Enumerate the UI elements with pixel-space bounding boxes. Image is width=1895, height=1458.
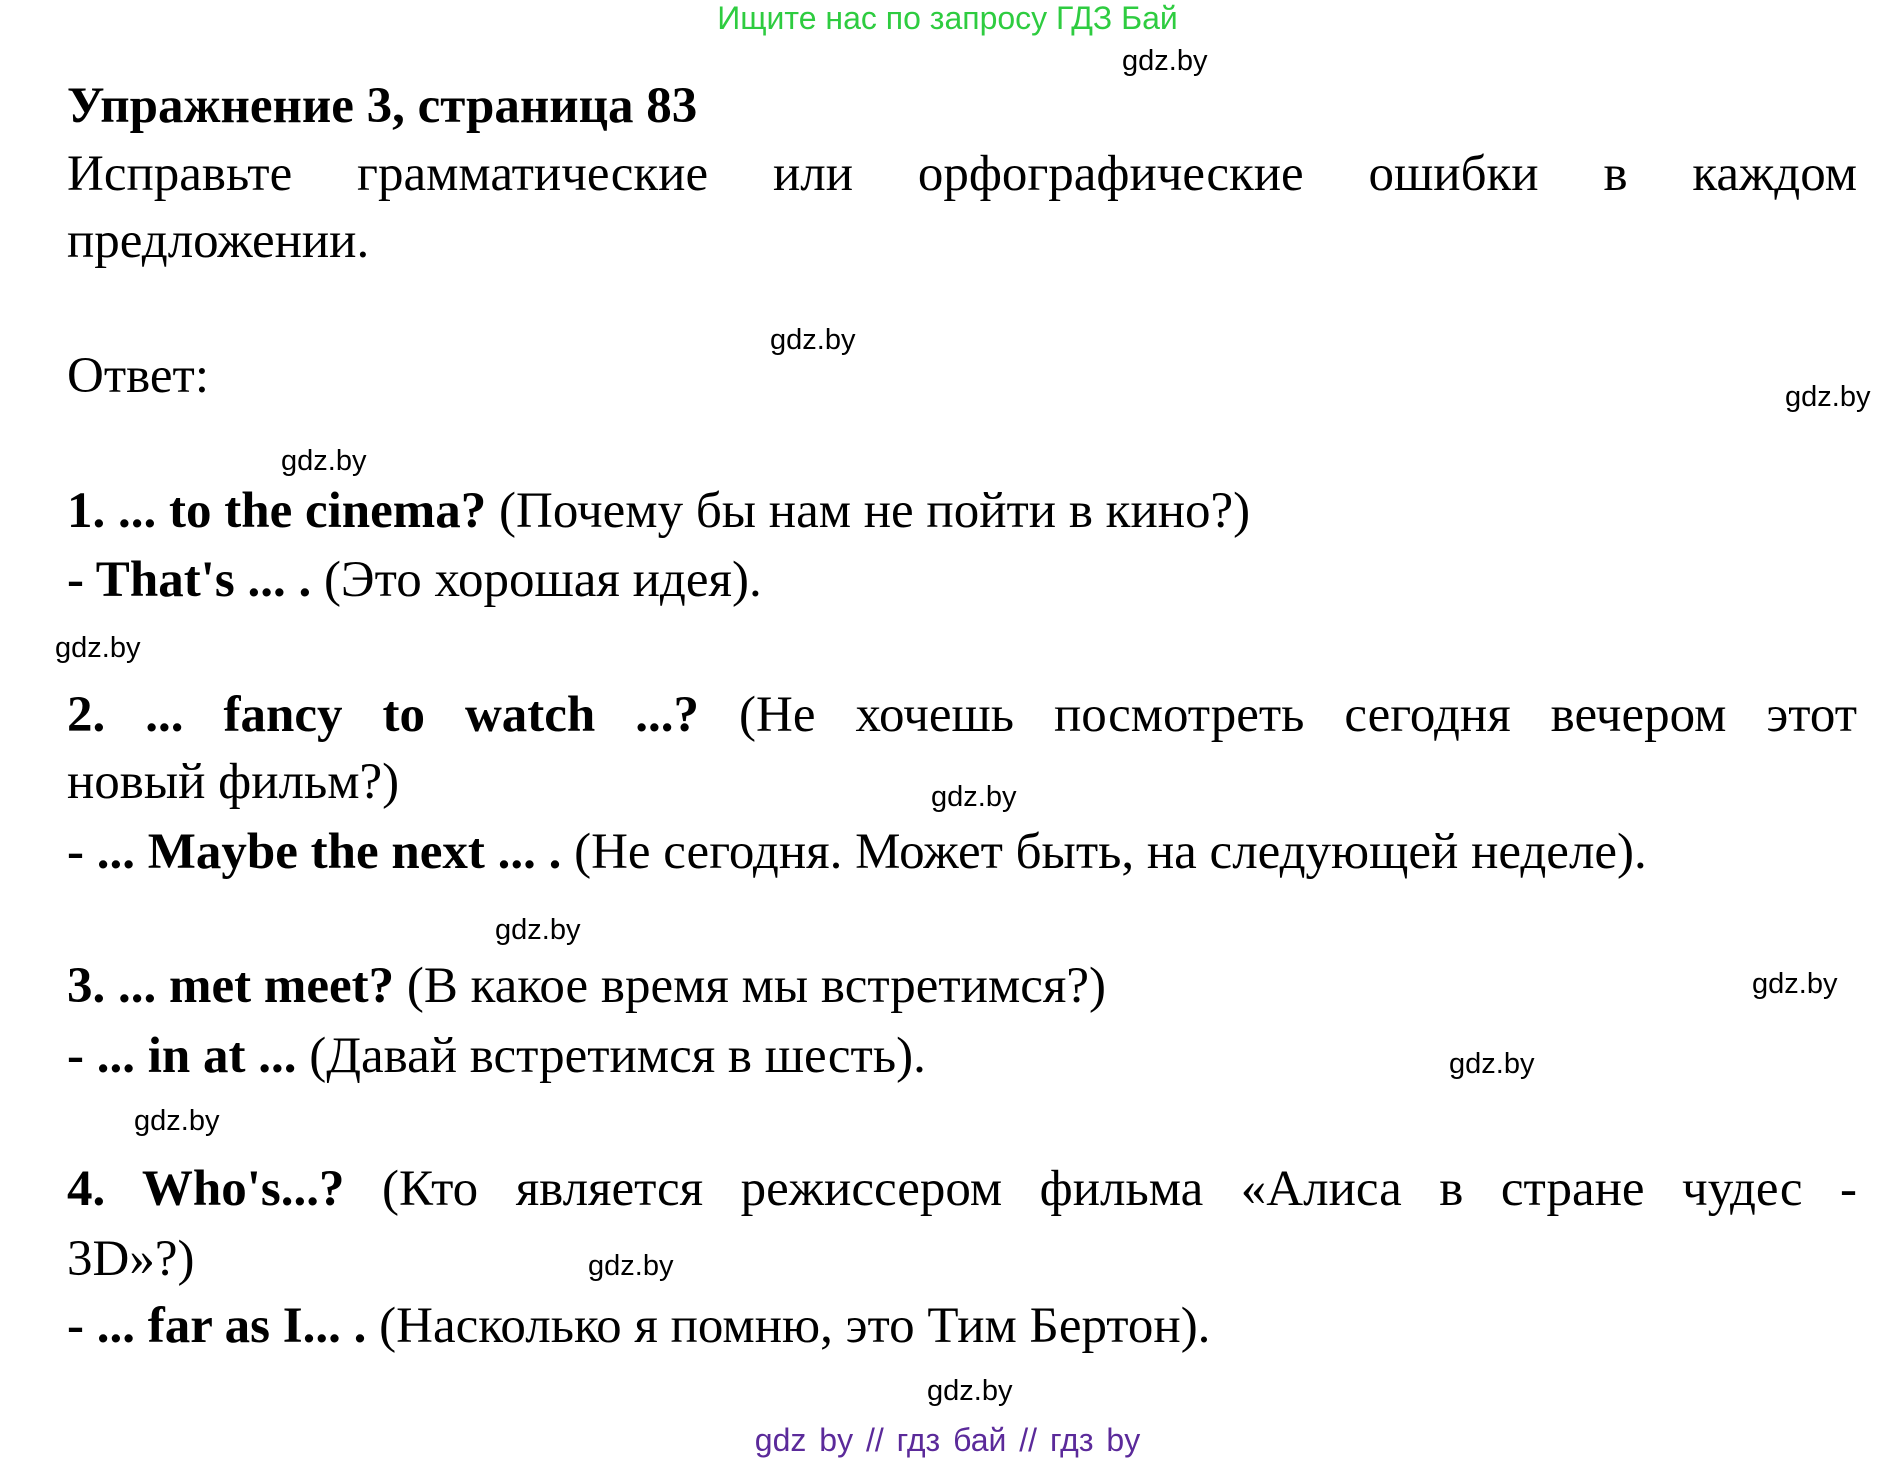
answer-item-2-question-cont: новый фильм?) (67, 754, 400, 810)
correction: - That's ... . (67, 552, 312, 608)
answer-item-3-reply (67, 1025, 926, 1087)
answer-item-2-reply (67, 821, 1647, 883)
correction: - ... in at ... (67, 1028, 297, 1084)
watermark: gdz.by (495, 914, 581, 946)
correction: 1. ... to the cinema? (67, 483, 487, 539)
translation: (Давай встретимся в шесть). (296, 1028, 926, 1084)
translation: (Не хочешь посмотреть сегодня вечером этот (699, 687, 1858, 743)
exercise-title: Упражнение 3, страница 83 (67, 78, 698, 134)
correction: - ... Maybe the next ... . (67, 824, 562, 880)
watermark: gdz.by (1122, 45, 1208, 77)
watermark: gdz.by (281, 445, 367, 477)
correction: 3. ... met meet? (67, 958, 395, 1014)
translation: (В какое время мы встретимся?) (394, 958, 1106, 1014)
translation: (Это хорошая идея). (311, 552, 762, 608)
answer-item-1-reply (67, 549, 762, 611)
watermark: gdz.by (1785, 381, 1871, 413)
task-text-line-1: Исправьте грамматические или орфографические ошибки в каждом (67, 146, 1857, 202)
answer-item-4-question-cont: 3D»?) (67, 1231, 195, 1287)
translation: (Насколько я помню, это Тим Бертон). (366, 1298, 1211, 1354)
watermark: gdz.by (1752, 968, 1838, 1000)
watermark: gdz.by (770, 324, 856, 356)
answer-item-3-question (67, 955, 1106, 1017)
promo-banner: Ищите нас по запросу ГДЗ Бай (717, 0, 1178, 36)
answer-item-1-question (67, 480, 1250, 542)
correction: 4. Who's...? (67, 1161, 345, 1217)
answer-item-4-question (67, 1158, 1857, 1220)
watermark: gdz.by (931, 781, 1017, 813)
footer-links: gdz by // гдз бай // гдз by (754, 1422, 1141, 1458)
watermark: gdz.by (588, 1250, 674, 1282)
correction: - ... far as I... . (67, 1298, 367, 1354)
correction: 2. ... fancy to watch ...? (67, 687, 700, 743)
watermark: gdz.by (134, 1105, 220, 1137)
translation: (Кто является режиссером фильма «Алиса в стране чудес - (344, 1161, 1857, 1217)
watermark: gdz.by (1449, 1048, 1535, 1080)
translation: (Почему бы нам не пойти в кино?) (486, 483, 1251, 539)
watermark: gdz.by (55, 632, 141, 664)
watermark: gdz.by (927, 1375, 1013, 1407)
answer-item-2-question (67, 684, 1857, 746)
answer-label: Ответ: (67, 348, 209, 404)
task-text-line-2: предложении. (67, 213, 370, 269)
answer-item-4-reply (67, 1295, 1210, 1357)
translation: (Не сегодня. Может быть, на следующей неделе). (561, 824, 1647, 880)
